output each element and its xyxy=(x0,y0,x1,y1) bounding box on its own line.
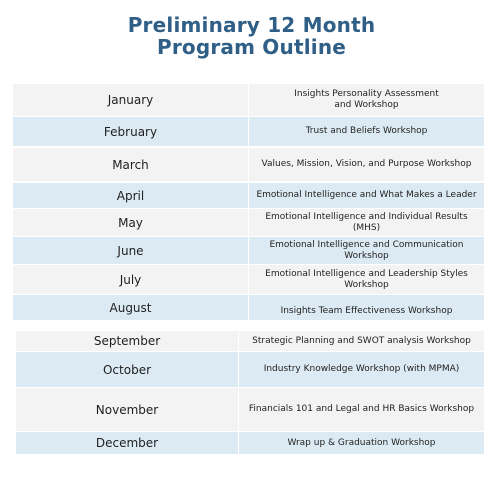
workshop-cell: Emotional Intelligence and What Makes a Leader xyxy=(256,190,477,200)
table-row xyxy=(16,432,484,454)
table-row xyxy=(16,352,484,387)
workshop-cell: Emotional Intelligence and Leadership Styles Workshop xyxy=(265,268,468,290)
table-row xyxy=(13,148,484,181)
workshop-cell: Trust and Beliefs Workshop xyxy=(305,126,428,136)
table-row xyxy=(16,388,484,431)
workshop-cell: Insights Personality Assessment and Workshop xyxy=(294,89,439,110)
month-cell: January xyxy=(13,84,249,116)
month-cell: June xyxy=(13,237,249,264)
workshop-cell: Financials 101 and Legal and HR Basics Workshop xyxy=(248,404,475,414)
table-row xyxy=(13,237,484,264)
month-cell: November xyxy=(16,388,239,431)
workshop-cell: Emotional Intelligence and Individual Results (MHS) xyxy=(265,211,468,233)
workshop-cell: Wrap up & Graduation Workshop xyxy=(287,437,436,448)
month-cell: March xyxy=(13,148,249,181)
month-cell: October xyxy=(16,352,239,387)
table-row xyxy=(13,295,484,320)
table-row xyxy=(13,209,484,236)
month-cell: December xyxy=(16,432,239,454)
workshop-cell: Values, Mission, Vision, and Purpose Workshop xyxy=(261,159,472,169)
table-row xyxy=(13,183,484,208)
table-row xyxy=(13,265,484,294)
title-line-1: Preliminary 12 Month xyxy=(127,13,376,37)
workshop-cell: Insights Team Effectiveness Workshop xyxy=(280,306,453,316)
title-line-2: Program Outline xyxy=(156,35,347,59)
table-row xyxy=(13,84,484,116)
month-cell: April xyxy=(13,183,249,208)
month-cell: May xyxy=(13,209,249,236)
month-cell: February xyxy=(13,117,249,146)
table-row xyxy=(16,331,484,351)
workshop-cell: Emotional Intelligence and Communication Workshop xyxy=(269,239,464,261)
table-row xyxy=(13,117,484,146)
month-cell: September xyxy=(16,331,239,351)
workshop-cell: Strategic Planning and SWOT analysis Workshop xyxy=(252,335,471,346)
month-cell: August xyxy=(13,295,249,320)
month-cell: July xyxy=(13,265,249,294)
workshop-cell: Industry Knowledge Workshop (with MPMA) xyxy=(263,364,460,374)
